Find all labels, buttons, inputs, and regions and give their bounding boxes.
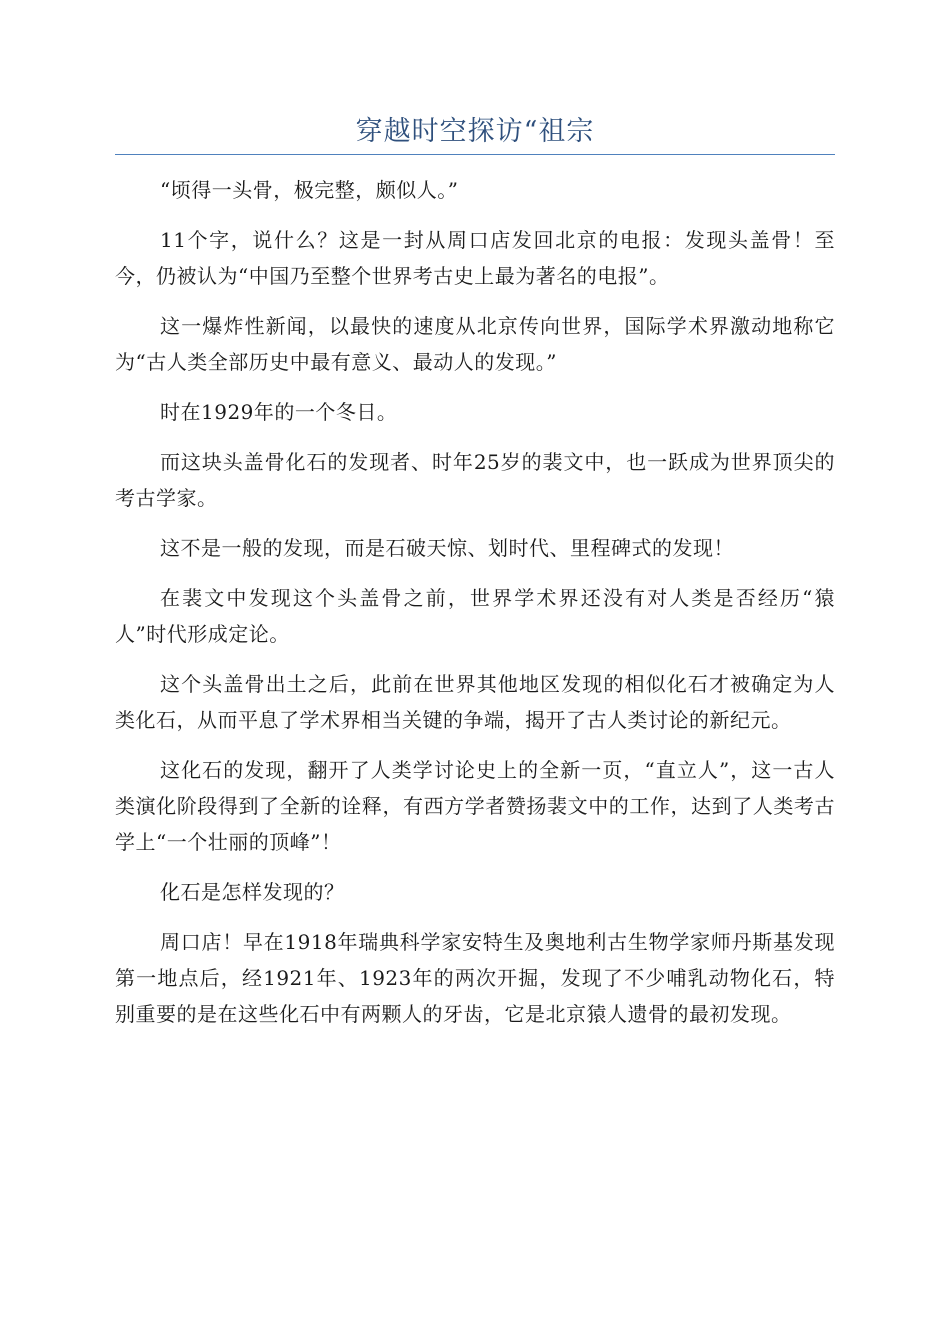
title-underline	[115, 154, 835, 155]
paragraph: 11个字，说什么？这是一封从周口店发回北京的电报：发现头盖骨！至今，仍被认为“中国乃至整个世界考古史上最为著名的电报”。	[115, 228, 835, 288]
paragraph: “顷得一头骨，极完整，颇似人。”	[160, 178, 459, 202]
document-title: 穿越时空探访“祖宗	[355, 116, 595, 147]
paragraph: 周口店！早在1918年瑞典科学家安特生及奥地利古生物学家师丹斯基发现第一地点后，经1921年、1923年的两次开掘，发现了不少哺乳动物化石，特别重要的是在这些化石中有两颗人的牙齿，它是北京猿人遗骨的最初发现。	[115, 930, 835, 1026]
paragraph: 这个头盖骨出土之后，此前在世界其他地区发现的相似化石才被确定为人类化石，从而平息了学术界相当关键的争端，揭开了古人类讨论的新纪元。	[115, 672, 835, 732]
paragraph: 这不是一般的发现，而是石破天惊、划时代、里程碑式的发现！	[160, 536, 734, 560]
paragraph: 而这块头盖骨化石的发现者、时年25岁的裴文中，也一跃成为世界顶尖的考古学家。	[115, 450, 835, 510]
paragraph: 这化石的发现，翻开了人类学讨论史上的全新一页，“直立人”，这一古人类演化阶段得到了全新的诠释，有西方学者赞扬裴文中的工作，达到了人类考古学上“一个壮丽的顶峰”！	[115, 758, 835, 854]
paragraph: 这一爆炸性新闻，以最快的速度从北京传向世界，国际学术界激动地称它为“古人类全部历史中最有意义、最动人的发现。”	[115, 314, 835, 374]
paragraph: 化石是怎样发现的？	[160, 880, 345, 904]
paragraph: 在裴文中发现这个头盖骨之前，世界学术界还没有对人类是否经历“猿人”时代形成定论。	[115, 586, 835, 646]
paragraph: 时在1929年的一个冬日。	[160, 400, 398, 424]
document-body	[115, 172, 835, 1046]
